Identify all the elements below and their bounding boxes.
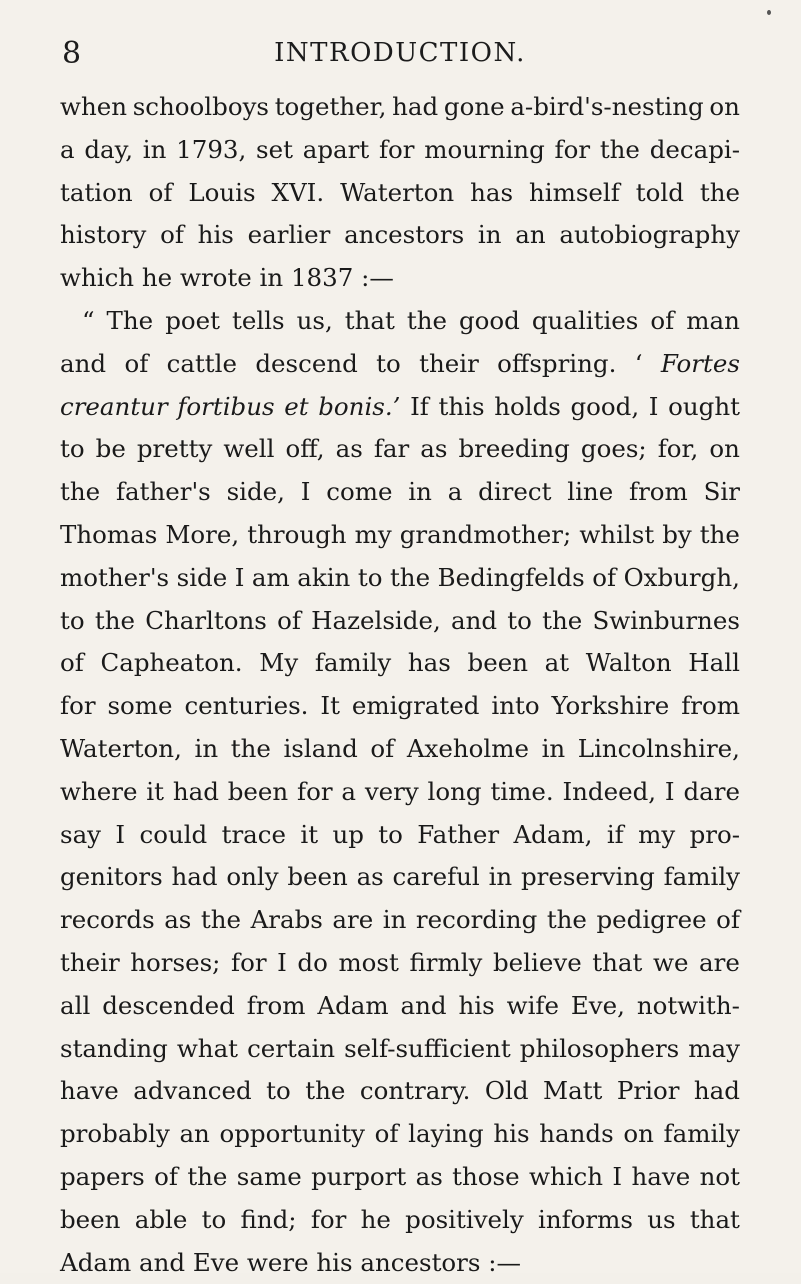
- text-line: when schoolboys together, had gone a-bird's-nesting on: [60, 92, 740, 121]
- text-line: which he wrote in 1837 :—: [60, 263, 394, 293]
- text-line: all descended from Adam and his wife Eve, notwith-: [60, 990, 740, 1020]
- text-line: their horses; for I do most firmly believe that we are: [60, 947, 740, 977]
- body-text: [60, 86, 740, 1284]
- text-line: have advanced to the contrary. Old Matt Prior had: [60, 1076, 740, 1106]
- text-line: Adam and Eve were his ancestors :—: [60, 1247, 522, 1277]
- text-line: records as the Arabs are in recording the pedigree of: [60, 905, 740, 935]
- text-line: history of his earlier ancestors in an autobiography: [60, 220, 740, 250]
- text-line: where it had been for a very long time. Indeed, I dare: [60, 776, 740, 806]
- text-line: mother's side I am akin to the Bedingfelds of Oxburgh,: [60, 562, 740, 592]
- text-line: papers of the same purport as those which I have not: [60, 1161, 740, 1191]
- text-line: of Capheaton. My family has been at Walton Hall: [60, 648, 740, 678]
- text-line: Thomas More, through my grandmother; whilst by the: [60, 519, 740, 549]
- text-line: a day, in 1793, set apart for mourning for the decapi-: [60, 134, 740, 164]
- text-line: genitors had only been as careful in preserving family: [60, 862, 740, 892]
- ink-speck: [767, 10, 771, 15]
- text-line: Waterton, in the island of Axeholme in Lincolnshire,: [60, 733, 740, 763]
- text-line: the father's side, I come in a direct line from Sir: [60, 477, 740, 507]
- text-line: to the Charltons of Hazelside, and to the Swinburnes: [60, 605, 740, 635]
- text-line: standing what certain self-sufficient philosophers may: [60, 1033, 740, 1063]
- text-line: say I could trace it up to Father Adam, if my pro-: [60, 819, 740, 849]
- text-line: for some centuries. It emigrated into Yorkshire from: [60, 691, 740, 721]
- page-header: [60, 30, 740, 70]
- text-line: tation of Louis XVI. Waterton has himself told the: [60, 177, 740, 207]
- text-line: to be pretty well off, as far as breeding goes; for, on: [60, 434, 740, 464]
- text-line: “ The poet tells us, that the good qualities of man: [82, 305, 740, 335]
- text-line: probably an opportunity of laying his hands on family: [60, 1119, 740, 1149]
- text-line: and of cattle descend to their offspring. ‘ Fortes: [60, 348, 740, 378]
- text-line: creantur fortibus et bonis.’ If this holds good, I ought: [60, 391, 740, 421]
- page-number: 8: [62, 36, 82, 71]
- running-head: INTRODUCTION.: [274, 38, 526, 68]
- text-line: been able to find; for he positively informs us that: [60, 1204, 740, 1234]
